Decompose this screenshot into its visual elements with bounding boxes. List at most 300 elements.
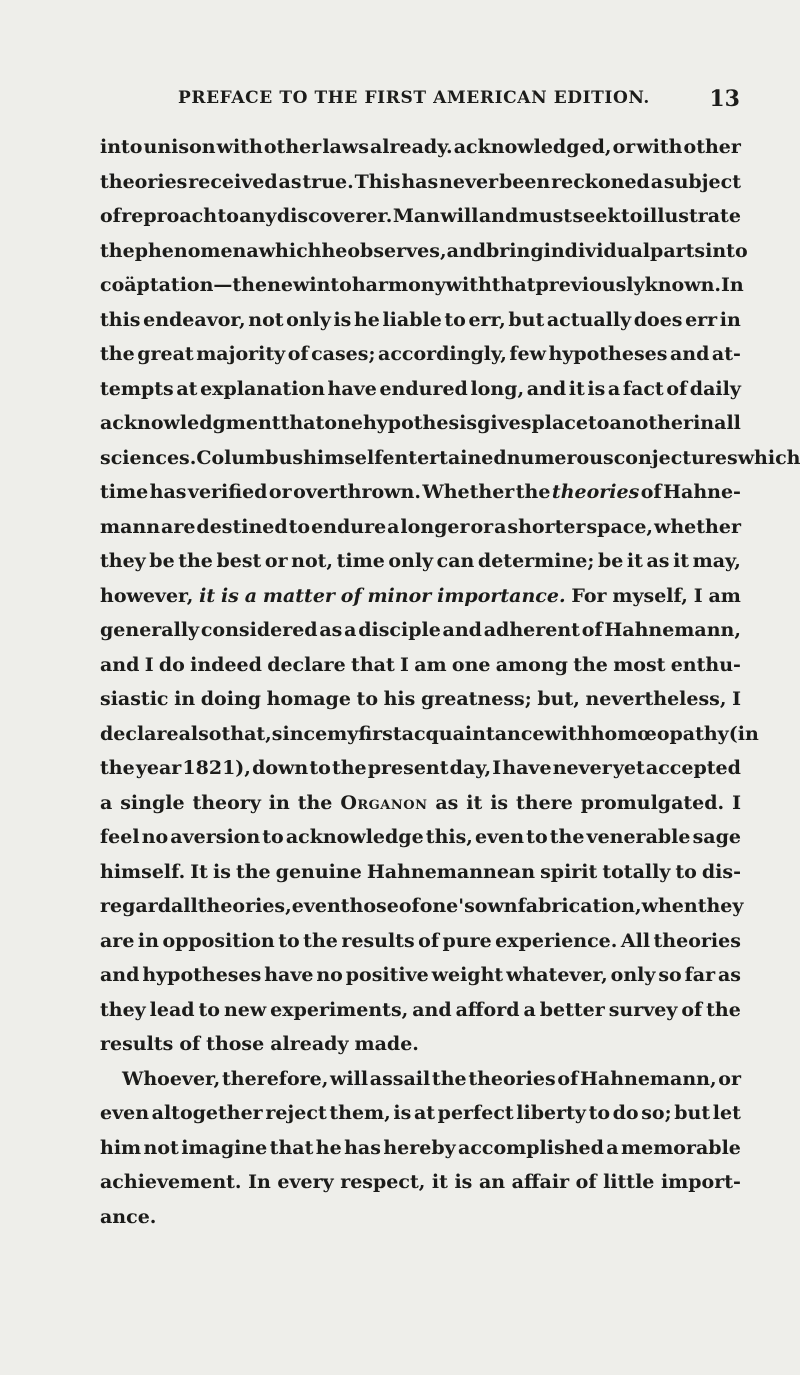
word: or <box>470 515 494 538</box>
word: to <box>675 860 697 883</box>
word: fabrication, <box>517 895 642 917</box>
word: my <box>327 722 359 745</box>
word: even <box>100 1102 150 1124</box>
word: matter <box>262 584 335 607</box>
word: time <box>336 550 385 572</box>
word: all <box>171 895 198 917</box>
word: even <box>291 895 341 917</box>
word: and <box>442 619 482 641</box>
word: of <box>666 377 688 400</box>
word: I <box>732 791 741 814</box>
word: them, <box>329 1102 391 1124</box>
word: which <box>737 446 800 469</box>
word: hypothesis <box>362 412 478 434</box>
word: indeed <box>190 653 262 676</box>
word: homage <box>266 688 351 710</box>
word: yet <box>612 757 645 779</box>
word: I <box>400 653 409 676</box>
word: aversion <box>170 826 261 848</box>
word: assail <box>369 1067 431 1090</box>
text-line <box>100 579 741 614</box>
word: so; <box>641 1102 672 1124</box>
word: results <box>341 929 415 952</box>
word: that <box>280 412 325 434</box>
word: altogether <box>151 1102 263 1124</box>
word: bring <box>486 239 544 262</box>
word: must <box>518 205 573 227</box>
word: himself <box>303 446 383 469</box>
word: All <box>620 929 651 952</box>
word: not, <box>291 550 334 572</box>
word: destined <box>196 515 288 538</box>
word: illustrate <box>642 205 741 227</box>
word: positive <box>345 964 429 986</box>
word: acquaintance <box>401 722 545 745</box>
page-number: 13 <box>709 86 740 112</box>
word: he <box>321 239 348 262</box>
word: a <box>494 515 507 538</box>
word: is <box>212 860 231 883</box>
word: For <box>571 584 607 607</box>
text-line <box>100 372 741 407</box>
word: conjectures <box>613 446 738 469</box>
text-line <box>100 544 741 579</box>
word: have <box>502 757 552 779</box>
word: of <box>179 1033 201 1055</box>
word: acknowledged, <box>453 136 612 158</box>
word: as <box>646 550 670 572</box>
word: importance. <box>437 584 566 607</box>
text-line <box>100 751 741 786</box>
word: other <box>683 136 741 158</box>
word: or <box>268 481 292 503</box>
word: liable <box>382 308 442 331</box>
word: received <box>188 170 278 193</box>
word: true. <box>302 170 354 193</box>
word: let <box>712 1102 741 1124</box>
word: Whoever, <box>122 1067 221 1090</box>
word: in <box>719 308 741 331</box>
word: has <box>344 1136 381 1159</box>
word: the <box>706 998 741 1021</box>
word: whatever, <box>506 964 608 986</box>
word: to <box>588 412 610 434</box>
word: promulgated. <box>580 791 725 814</box>
word: 1821), <box>182 757 251 779</box>
word: there <box>516 791 573 814</box>
word: theory <box>192 791 261 814</box>
word: theories <box>468 1067 556 1090</box>
text-line <box>100 234 748 269</box>
text-line <box>100 475 741 510</box>
word: in <box>268 791 290 814</box>
word: lead <box>149 998 195 1021</box>
word: never <box>439 170 499 193</box>
word: disciple <box>358 619 441 641</box>
text-line <box>100 303 741 338</box>
word: and <box>446 239 486 262</box>
text-line <box>100 717 759 752</box>
text-line <box>100 1131 741 1166</box>
word: no <box>316 964 343 986</box>
word: generally <box>100 619 200 641</box>
word: a <box>523 998 536 1021</box>
word: err, <box>468 308 506 331</box>
word: liberty <box>516 1102 586 1124</box>
word: I <box>693 584 703 607</box>
word: he <box>353 308 380 331</box>
word: myself, <box>612 584 688 607</box>
word: and <box>526 377 567 400</box>
word: I <box>492 757 502 779</box>
word: majority <box>196 343 286 365</box>
word: few <box>509 343 546 365</box>
word: this, <box>425 826 473 848</box>
text-line <box>100 165 741 200</box>
word: sciences. <box>100 446 197 469</box>
word: the <box>331 757 367 779</box>
word: that <box>269 1136 314 1159</box>
word: is <box>454 1171 473 1193</box>
word: of <box>287 343 309 365</box>
word: other <box>263 136 322 158</box>
word: as <box>717 964 741 986</box>
word: are <box>100 929 135 952</box>
word: not <box>143 1136 179 1159</box>
word: in <box>137 929 159 952</box>
word: has <box>401 170 439 193</box>
word: totally <box>602 860 671 883</box>
running-head-title: PREFACE TO THE FIRST AMERICAN EDITION. <box>178 88 650 108</box>
word: first <box>358 722 402 745</box>
word: explanation <box>200 377 325 400</box>
word: or <box>718 1067 741 1090</box>
word: therefore, <box>222 1067 329 1090</box>
word: Columbus <box>196 446 304 469</box>
word: an <box>478 1171 506 1193</box>
word: siastic <box>100 688 169 710</box>
word: to <box>356 688 378 710</box>
word: afford <box>455 998 520 1021</box>
word: even <box>475 826 525 848</box>
word: as <box>435 791 459 814</box>
word: achievement. <box>100 1171 242 1193</box>
word: theories <box>551 481 640 503</box>
word: declare <box>267 653 346 676</box>
word: theories <box>653 929 741 952</box>
word: best <box>216 550 262 572</box>
word: it <box>466 791 483 814</box>
word: reject <box>265 1102 327 1124</box>
word: parts <box>650 239 706 262</box>
word: far <box>684 964 716 986</box>
word: pure <box>442 929 492 952</box>
word: determine; <box>477 550 595 572</box>
word: longer <box>400 515 470 538</box>
word: do <box>612 1102 639 1124</box>
word: accepted <box>645 757 741 779</box>
word: gives <box>477 412 532 434</box>
word: those <box>206 1033 265 1055</box>
word: a <box>606 1136 619 1159</box>
word: in <box>693 412 715 434</box>
word: and <box>100 964 140 986</box>
word: entertained <box>382 446 507 469</box>
word: into <box>100 136 143 158</box>
word: of <box>398 895 420 917</box>
word: space, <box>586 515 654 538</box>
word: his <box>383 688 416 710</box>
word: they <box>697 895 744 917</box>
word: is <box>587 377 606 400</box>
word: down <box>252 757 309 779</box>
word: acknowledgment <box>100 412 281 434</box>
word: at <box>176 377 198 400</box>
word: it <box>626 550 643 572</box>
word: I <box>732 688 741 710</box>
word: already. <box>369 136 453 158</box>
word: have <box>264 964 314 986</box>
word: that, <box>221 722 272 745</box>
word: err <box>685 308 718 331</box>
word: can <box>436 550 475 572</box>
word: unison <box>143 136 216 158</box>
word: in <box>174 688 196 710</box>
word: the <box>515 481 551 503</box>
word: do <box>158 653 185 676</box>
word: to <box>217 205 239 227</box>
word: or <box>612 136 636 158</box>
word: great <box>137 343 194 365</box>
word: the <box>235 860 271 883</box>
word: to <box>309 757 331 779</box>
word: only <box>610 964 656 986</box>
word: memorable <box>621 1136 741 1159</box>
word: one's <box>419 895 475 917</box>
text-line <box>100 1200 741 1235</box>
word: with <box>445 274 492 296</box>
word: accomplished <box>458 1136 604 1159</box>
word: individual <box>543 239 651 262</box>
word: actually <box>546 308 632 331</box>
word: day, <box>449 757 492 779</box>
word: it <box>431 1171 448 1193</box>
word: (in <box>728 722 759 745</box>
word: feel <box>100 826 140 848</box>
word: declare <box>100 722 179 745</box>
word: but <box>508 308 545 331</box>
word: enthu- <box>670 653 741 676</box>
word: himself. <box>100 860 186 883</box>
word: whether <box>654 515 741 538</box>
word: tempts <box>100 377 174 400</box>
word: into <box>309 274 352 296</box>
word: the <box>431 1067 467 1090</box>
word: they <box>100 998 146 1021</box>
word: endured <box>379 377 468 400</box>
word: Whether <box>422 481 515 503</box>
word: to <box>620 205 643 227</box>
word: This <box>354 170 401 193</box>
word: coäptation—the <box>100 274 268 296</box>
text-line <box>100 1062 741 1097</box>
word: It <box>190 860 208 883</box>
word: Hahnemannean <box>366 860 536 883</box>
word: every <box>277 1171 334 1193</box>
word: subject <box>663 170 741 193</box>
word: Hahnemann, <box>579 1067 717 1090</box>
word: among <box>495 653 568 676</box>
word: Organon <box>340 791 428 814</box>
text-line <box>100 510 741 545</box>
word: venerable <box>586 826 691 848</box>
word: I <box>144 653 154 676</box>
word: minor <box>367 584 432 607</box>
body-text <box>100 130 800 1234</box>
word: it <box>199 584 216 607</box>
word: and <box>100 653 140 676</box>
text-line <box>100 337 741 372</box>
word: Hahnemann, <box>604 619 741 641</box>
word: the <box>100 343 135 365</box>
word: little <box>603 1171 655 1193</box>
word: mann <box>100 515 161 538</box>
word: to <box>288 515 311 538</box>
word: previously <box>535 274 645 296</box>
text-line <box>100 1165 741 1200</box>
word: considered <box>200 619 318 641</box>
word: to <box>278 929 300 952</box>
word: of <box>418 929 439 952</box>
word: of <box>557 1067 579 1090</box>
word: has <box>149 481 187 503</box>
text-line <box>100 613 741 648</box>
text-line <box>100 1027 741 1062</box>
word: of <box>340 584 362 607</box>
word: to <box>526 826 548 848</box>
word: opposition <box>162 929 275 952</box>
text-line <box>100 820 741 855</box>
word: hypotheses <box>142 964 262 986</box>
word: verified <box>187 481 268 503</box>
word: results <box>100 1033 174 1055</box>
word: numerous <box>506 446 614 469</box>
word: known. <box>644 274 722 296</box>
word: of <box>575 1171 597 1193</box>
word: long, <box>470 377 525 400</box>
word: never <box>552 757 612 779</box>
word: since <box>271 722 328 745</box>
word: hereby <box>383 1136 456 1159</box>
word: the <box>100 239 135 262</box>
word: reckoned <box>551 170 650 193</box>
word: all <box>714 412 741 434</box>
word: harmony <box>351 274 446 296</box>
word: discoverer. <box>276 205 393 227</box>
word: affair <box>511 1171 570 1193</box>
word: with <box>544 722 591 745</box>
word: better <box>539 998 605 1021</box>
word: those <box>340 895 399 917</box>
word: the <box>573 653 608 676</box>
word: with <box>216 136 263 158</box>
word: experiments, <box>270 998 409 1021</box>
word: it <box>568 377 585 400</box>
text-line <box>100 1096 741 1131</box>
word: fact <box>622 377 664 400</box>
text-line <box>100 924 741 959</box>
word: Hahne- <box>663 481 741 503</box>
text-line <box>100 268 744 303</box>
word: to <box>198 998 220 1021</box>
word: be <box>597 550 624 572</box>
word: phenomena <box>134 239 259 262</box>
word: In <box>248 1171 271 1193</box>
text-line <box>100 786 741 821</box>
word: present <box>367 757 449 779</box>
word: new <box>267 274 310 296</box>
word: another <box>609 412 694 434</box>
text-line <box>100 406 741 441</box>
text-line <box>100 855 741 890</box>
word: does <box>633 308 683 331</box>
word: they <box>100 550 146 572</box>
word: a <box>244 584 258 607</box>
word: be <box>149 550 175 572</box>
word: Man <box>392 205 441 227</box>
word: and <box>669 343 710 365</box>
word: the <box>549 826 585 848</box>
word: spirit <box>540 860 598 883</box>
text-line <box>100 441 800 476</box>
word: adherent <box>483 619 580 641</box>
word: ance. <box>100 1205 157 1228</box>
word: dis- <box>701 860 741 883</box>
word: him <box>100 1136 142 1159</box>
word: In <box>721 274 744 296</box>
word: the <box>303 929 338 952</box>
word: which <box>258 239 322 262</box>
word: acknowledge <box>285 826 424 848</box>
word: seek <box>572 205 621 227</box>
word: to <box>444 308 466 331</box>
word: endeavor, <box>143 308 246 331</box>
word: single <box>120 791 185 814</box>
word: regard <box>100 895 171 917</box>
word: perfect <box>437 1102 514 1124</box>
word: one <box>324 412 363 434</box>
word: is <box>333 308 352 331</box>
word: accordingly, <box>378 343 507 365</box>
word: place <box>531 412 588 434</box>
word: have <box>327 377 377 400</box>
word: theories, <box>197 895 292 917</box>
word: into <box>705 239 748 262</box>
word: not <box>248 308 284 331</box>
word: laws <box>322 136 369 158</box>
word: most <box>613 653 666 676</box>
word: will <box>440 205 479 227</box>
word: may, <box>692 550 741 572</box>
word: it <box>673 550 690 572</box>
word: the <box>100 757 135 779</box>
word: at- <box>711 343 741 365</box>
word: with <box>636 136 683 158</box>
text-line <box>100 958 741 993</box>
word: is <box>490 791 509 814</box>
text-line <box>100 993 741 1028</box>
word: as <box>319 619 343 641</box>
